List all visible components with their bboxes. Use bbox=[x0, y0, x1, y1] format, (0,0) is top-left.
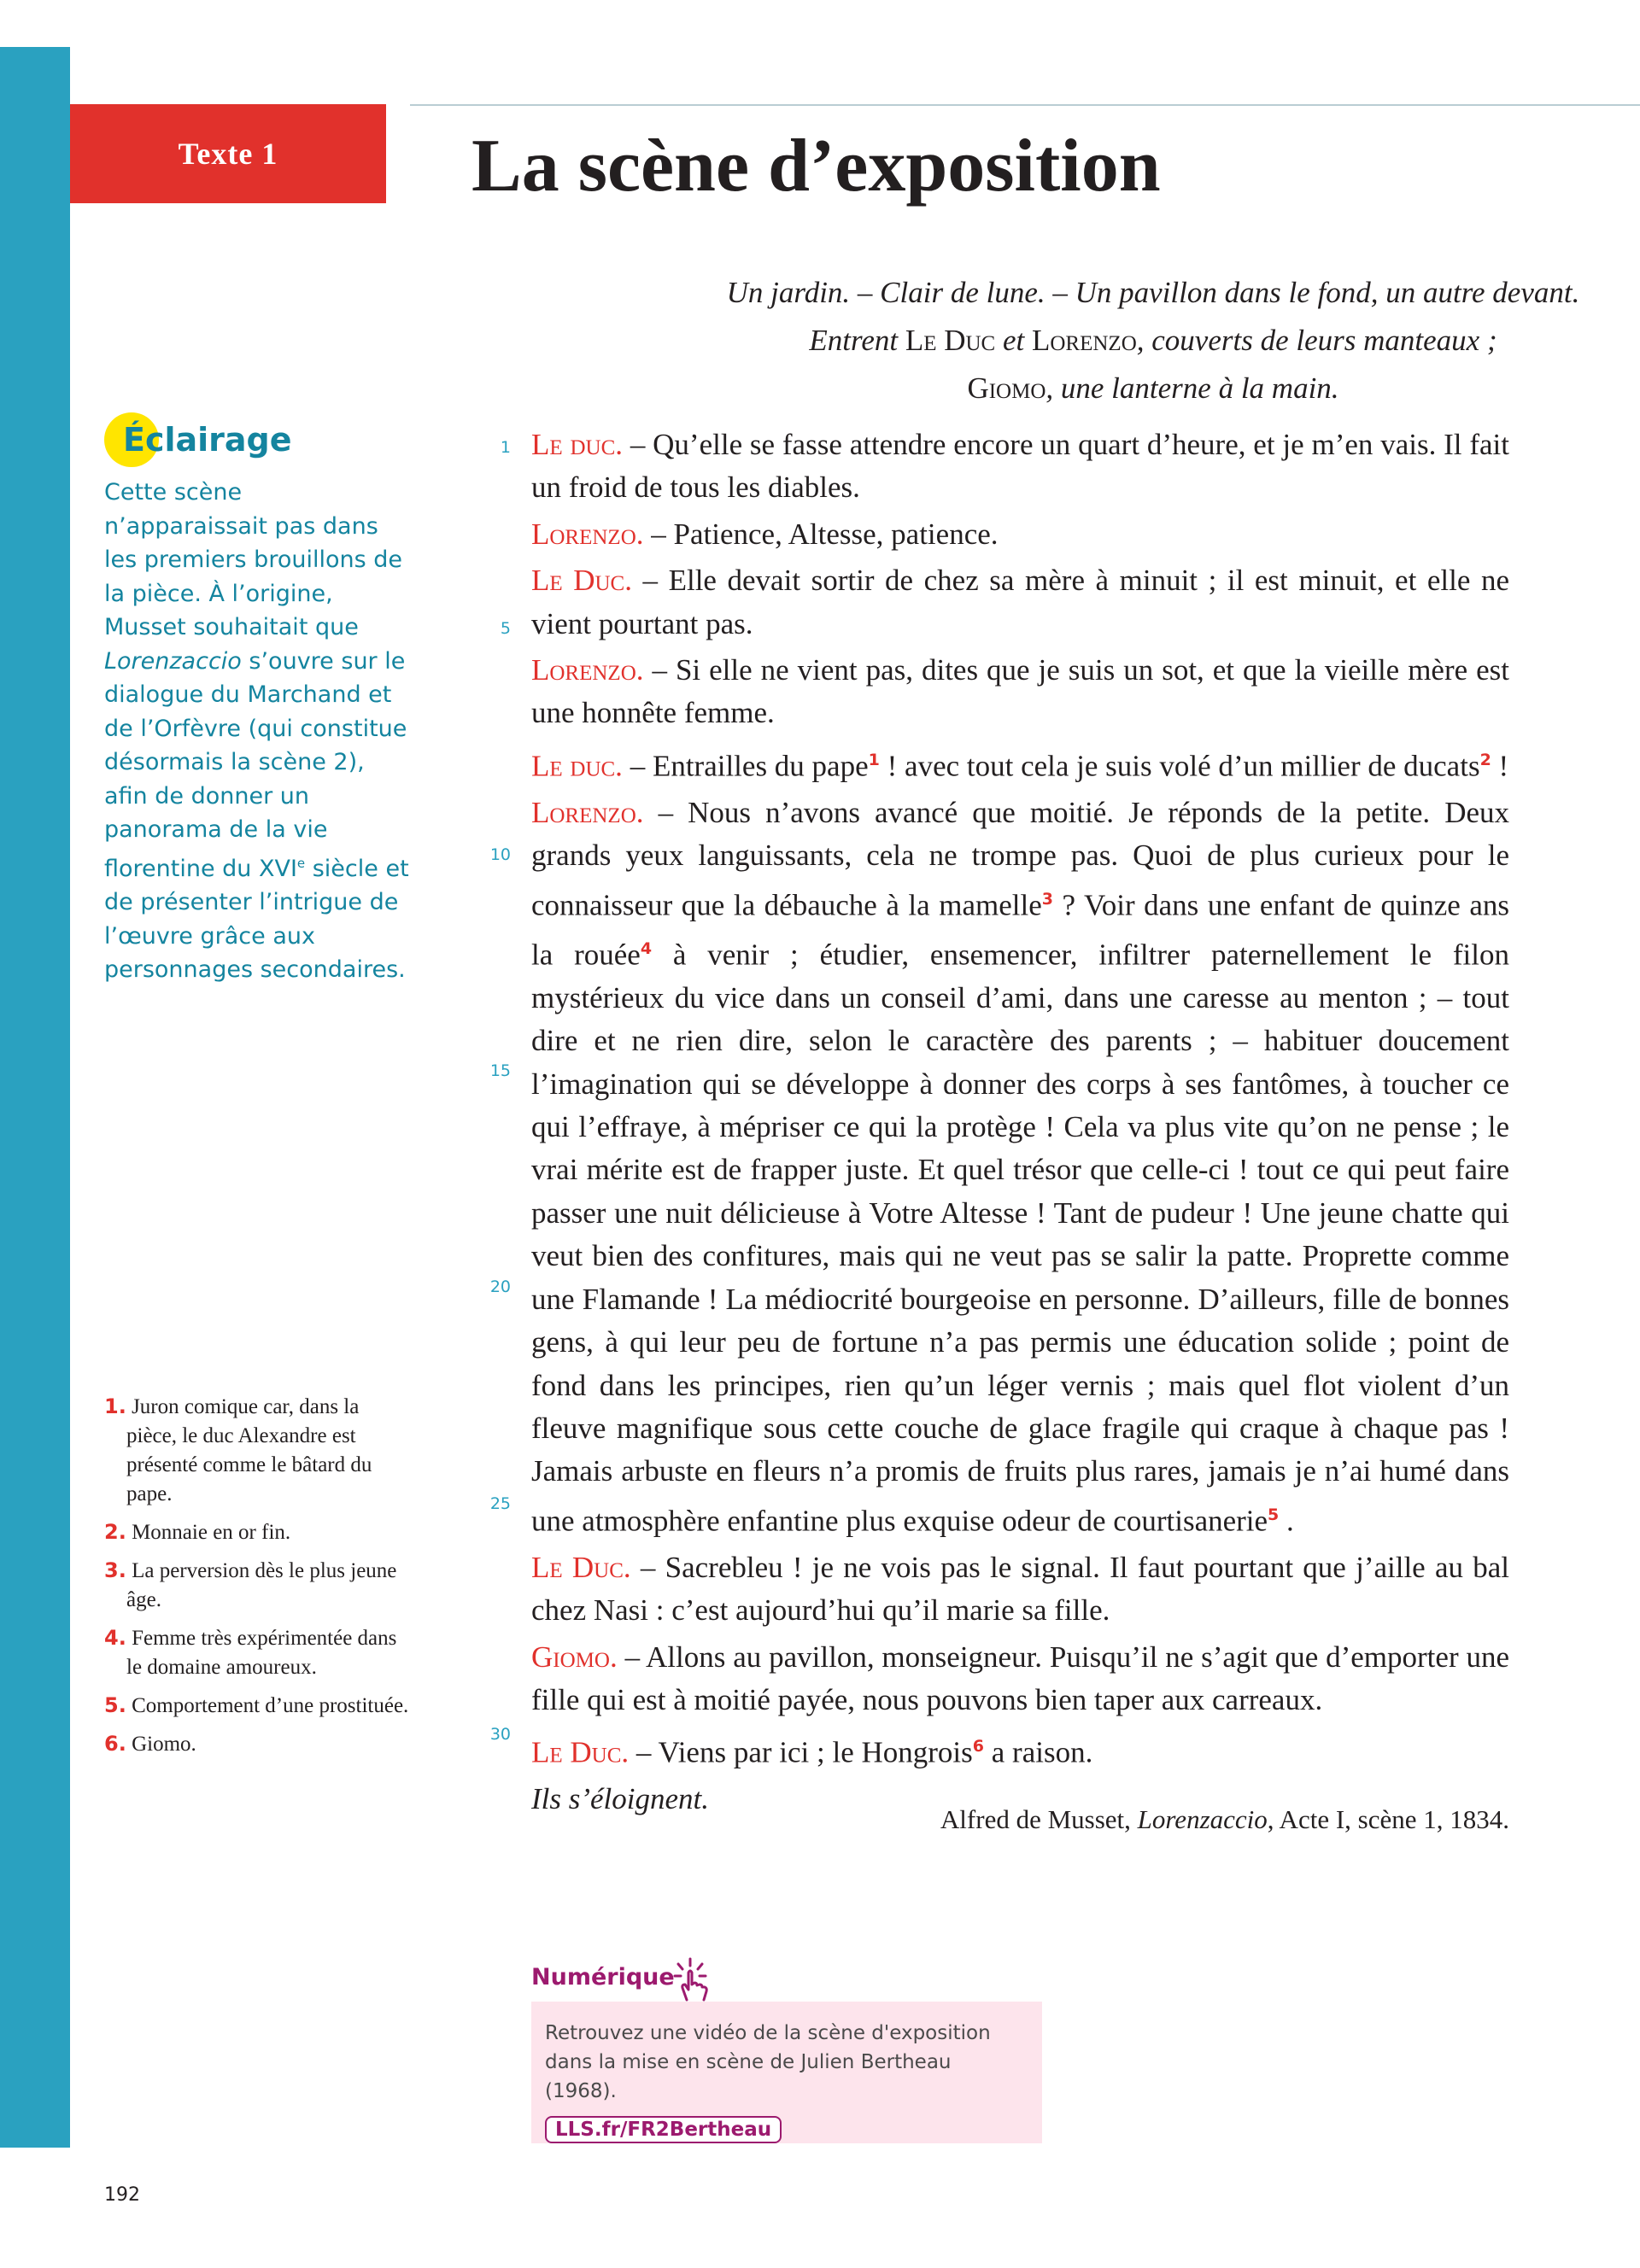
footnote-ref: 4 bbox=[640, 938, 653, 958]
dialogue-line: Giomo. – Allons au pavillon, monseigneur. Puisqu’il ne s’agit que d’emporter une fille qui est à moitié payée, nous pouvons bien taper aux carreaux. bbox=[531, 1640, 1509, 1716]
footnote-ref: 5 bbox=[1268, 1505, 1280, 1524]
dialogue-line: Le duc. – Qu’elle se fasse attendre encore un quart d’heure, et je m’en vais. Il fait un froid de tous les diables. bbox=[531, 428, 1509, 505]
dialogue-line: Le Duc. – Elle devait sortir de chez sa mère à minuit ; il est minuit, et elle ne vient pourtant pas. bbox=[531, 564, 1509, 640]
footnote: 3. La perversion dès le plus jeune âge. bbox=[104, 1558, 397, 1611]
sidebar-strip bbox=[0, 47, 70, 2148]
tap-hand-icon bbox=[668, 1955, 719, 2007]
speaker-name: Lorenzo. bbox=[531, 517, 644, 551]
speaker-name: Giomo. bbox=[531, 1640, 618, 1674]
speaker-name: Le duc. bbox=[531, 428, 624, 461]
speaker-name: Lorenzo. bbox=[531, 795, 644, 829]
eclairage-box bbox=[104, 412, 412, 987]
stage-giomo: Giomo bbox=[967, 371, 1046, 405]
footnote: 4. Femme très expérimentée dans le domaine amoureux. bbox=[104, 1626, 397, 1679]
text-label-band bbox=[70, 104, 386, 203]
footnote-ref: 6 bbox=[972, 1737, 984, 1757]
footnote-ref: 1 bbox=[868, 750, 880, 769]
speaker-name: Le Duc. bbox=[531, 1736, 630, 1770]
text-label: Texte 1 bbox=[178, 137, 278, 171]
footnote: 6. Giomo. bbox=[104, 1732, 196, 1756]
line-number: 1 bbox=[500, 438, 511, 457]
speaker-name: Lorenzo. bbox=[531, 653, 644, 687]
page-title: La scène d’exposition bbox=[472, 125, 1161, 208]
stage-line-3: Giomo, une lanterne à la main. bbox=[967, 371, 1339, 405]
source-citation: Alfred de Musset, Lorenzaccio, Acte I, scène 1, 1834. bbox=[940, 1804, 1509, 1834]
footnote: 1. Juron comique car, dans la pièce, le duc Alexandre est présenté comme le bâtard du pape. bbox=[104, 1394, 372, 1505]
footnote: 2. Monnaie en or fin. bbox=[104, 1520, 291, 1544]
speaker-name: Le Duc. bbox=[531, 564, 632, 598]
stage-directions bbox=[512, 269, 1640, 412]
numerique-text: Retrouvez une vidéo de la scène d'exposition dans la mise en scène de Julien Bertheau (1968). bbox=[545, 2022, 991, 2102]
numerique-box bbox=[531, 2002, 1042, 2143]
stage-lorenzo: Lorenzo bbox=[1032, 324, 1137, 357]
dialogue-line: Lorenzo. – Nous n’avons avancé que moitié. Je réponds de la petite. Deux grands yeux languissants, cela ne trompe pas. Quoi de plus curieux pour le connaisseur que la débauche à la mamelle$^3$ ? Voir dans une enfant de quinze ans la rouée$^4$ à venir ; étudier, ensemencer, infiltrer paternellement le filon mystérieux du vice dans un conseil d’ami, dans une caresse au menton ; – tout dire et ne rien dire, selon le caractère des parents ; – habituer doucement l’imagination qui se développe à donner des corps à ses fantômes, à toucher ce qui l’effraye, à mépriser ce qui la protège ! Cela va plus vite qu’on ne pense ; le vrai mérite est de frapper juste. Et quel trésor que celle-ci ! tout ce qui peut faire passer une nuit délicieuse à Votre Altesse ! Tant de pudeur ! Une jeune chatte qui veut bien des confitures, mais qui ne veut pas se salir la patte. Proprette comme une Flamande ! La médiocrité bourgeoise en personne. D’ailleurs, fille de bonnes gens, à qui leur peu de fortune n’a pas permis une éducation solide ; point de fond dans les principes, rien qu’un léger vernis ; mais quel flot violent d’un fleuve magnifique sous cette couche de glace fragile qui craque à chaque pas ! Jamais arbuste en fleurs n’a promis de fruits plus rares, jamais je n’ai humé dans une atmosphère enfantine plus exquise odeur de courtisanerie$^5$ . bbox=[531, 795, 1510, 1538]
line-number: 25 bbox=[489, 1494, 511, 1513]
eclairage-body: Cette scène n’apparaissait pas dans les premiers brouillons de la pièce. À l’origine, Musset souhaitait que Lorenzaccio s’ouvre sur le dialogue du Marchand et de l’Orfèvre (qui constitue désormais la scène 2), afin de donner un panorama de la vie florentine du XVIe siècle et de présenter l’intrigue de l’œuvre grâce aux personnages secondaires. bbox=[104, 479, 409, 983]
page-number: 192 bbox=[104, 2184, 140, 2206]
play-text bbox=[531, 424, 1509, 1821]
dialogue-line: Le Duc. – Sacrebleu ! je ne vois pas le signal. Il faut pourtant que j’aille au bal chez Nasi : c’est aujourd’hui qu’il marie sa fille. bbox=[531, 1550, 1509, 1628]
dialogue-line: Lorenzo. – Si elle ne vient pas, dites que je suis un sot, et que la vieille mère est une honnête femme. bbox=[531, 653, 1509, 730]
footnotes bbox=[104, 1392, 412, 1768]
stage-duc: Le Duc bbox=[905, 324, 996, 357]
numerique-title: Numérique bbox=[531, 1964, 675, 1990]
eclairage-title: Éclairage bbox=[104, 412, 412, 467]
line-number: 15 bbox=[489, 1061, 511, 1080]
line-number: 30 bbox=[489, 1725, 511, 1744]
footnote-ref: 2 bbox=[1479, 750, 1491, 769]
stage-line-1: Un jardin. – Clair de lune. – Un pavillon dans le fond, un autre devant. bbox=[726, 276, 1580, 309]
speaker-name: Le duc. bbox=[531, 749, 623, 783]
footnote: 5. Comportement d’une prostituée. bbox=[104, 1693, 409, 1717]
speaker-name: Le Duc. bbox=[531, 1550, 631, 1584]
line-number: 20 bbox=[489, 1277, 511, 1296]
dialogue-line: Le Duc. – Viens par ici ; le Hongrois$^6$ a raison. bbox=[531, 1736, 1093, 1770]
dialogue-line: Lorenzo. – Patience, Altesse, patience. bbox=[531, 517, 999, 551]
dialogue-line: Le duc. – Entrailles du pape$^1$ ! avec tout cela je suis volé d’un millier de ducats$^2$ ! bbox=[531, 749, 1509, 783]
line-number: 5 bbox=[500, 619, 511, 638]
stage-direction-exit: Ils s’éloignent. bbox=[531, 1782, 710, 1816]
line-number: 10 bbox=[489, 845, 511, 864]
header-rule bbox=[410, 104, 1640, 106]
numerique-link[interactable]: LLS.fr/FR2Bertheau bbox=[545, 2116, 782, 2143]
footnote-ref: 3 bbox=[1041, 889, 1053, 909]
stage-line-2: Entrent Le Duc et Lorenzo, couverts de leurs manteaux ; bbox=[809, 324, 1497, 357]
